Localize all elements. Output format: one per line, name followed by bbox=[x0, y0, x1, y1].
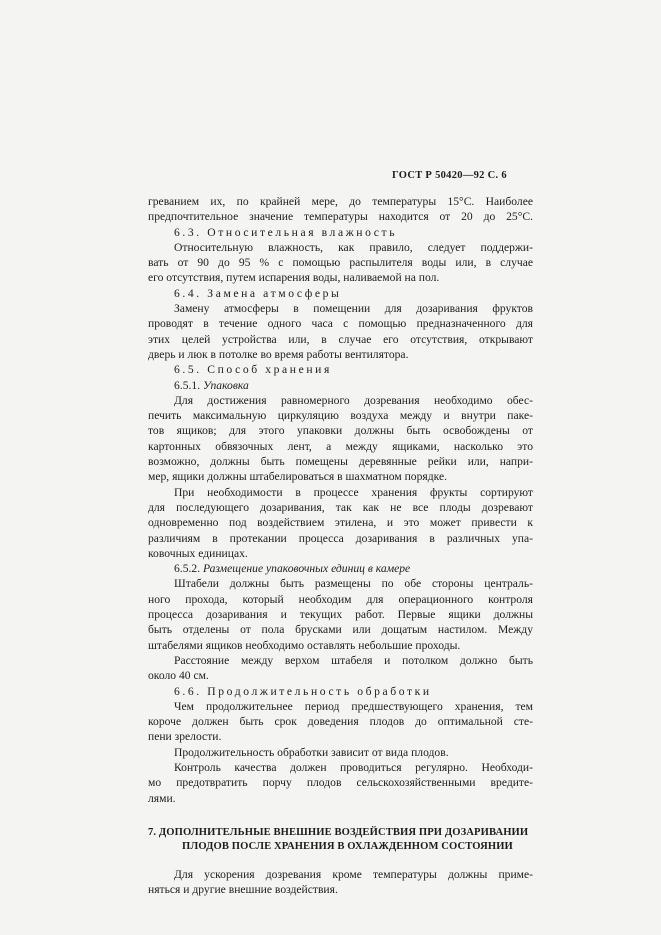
text-line: няться и другие внешние воздействия. bbox=[148, 883, 338, 897]
text-line: одновременно под воздействием этилена, и это может привести к bbox=[148, 516, 533, 530]
text-line: его отсутствия, путем испарения воды, наливаемой на пол. bbox=[148, 271, 440, 285]
section-heading-6-4: 6.4. Замена атмосферы bbox=[174, 286, 342, 300]
section-heading-6-5: 6.5. Способ хранения bbox=[174, 363, 332, 377]
heading-line: ПЛОДОВ ПОСЛЕ ХРАНЕНИЯ В ОХЛАЖДЕННОМ СОСТОЯНИИ bbox=[182, 841, 513, 853]
text-line: печить максимальную циркуляцию воздуха между и внутри паке- bbox=[148, 409, 533, 423]
text-line: Расстояние между верхом штабеля и потолком должно быть bbox=[174, 653, 533, 667]
text-line: возможно, должны быть помещены деревянные рейки или, напри- bbox=[148, 455, 533, 469]
text-line: процесса дозаривания и текущих работ. Первые ящики должны bbox=[148, 608, 533, 622]
section-heading-7 bbox=[148, 826, 533, 855]
text-line: проводят в течение одного часа с помощью предназначенного для bbox=[148, 317, 533, 331]
text-line: короче должен быть срок доведения плодов до оптимальной сте- bbox=[148, 715, 533, 729]
section-heading-6-5-2: 6.5.2. Размещение упаковочных единиц в камере bbox=[174, 562, 411, 576]
text-line: греванием их, по крайней мере, до температуры 15°С. Наиболее bbox=[148, 195, 533, 208]
page-header: ГОСТ Р 50420—92 С. 6 bbox=[392, 170, 507, 181]
text-line: мер, ящики должны штабелироваться в шахматном порядке. bbox=[148, 470, 448, 484]
text-line: Чем продолжительнее период предшествующего хранения, тем bbox=[174, 699, 533, 713]
heading-line: 7. ДОПОЛНИТЕЛЬНЫЕ ВНЕШНИЕ ВОЗДЕЙСТВИЯ ПРИ ДОЗАРИВАНИИ bbox=[148, 826, 529, 838]
section-heading-6-3: 6.3. Относительная влажность bbox=[174, 225, 398, 239]
text-line: Для достижения равномерного дозревания необходимо обес- bbox=[174, 393, 533, 407]
text-line: Замену атмосферы в помещении для дозаривания фруктов bbox=[174, 302, 533, 316]
text-line: пени зрелости. bbox=[148, 730, 222, 744]
text-line: Относительную влажность, как правило, следует поддержи- bbox=[174, 240, 533, 254]
text-line: около 40 см. bbox=[148, 669, 209, 683]
text-line: При необходимости в процессе хранения фрукты сортируют bbox=[174, 485, 533, 499]
text-line: предпочтительное значение температуры находится от 20 до 25°С. bbox=[148, 210, 533, 224]
text-line: картонных обвязочных лент, а между ящиками, насколько это bbox=[148, 439, 533, 453]
text-line: Для ускорения дозревания кроме температуры должны приме- bbox=[174, 867, 533, 881]
text-line: тов ящиков; для этого упаковки должны быть освобождены от bbox=[148, 424, 533, 438]
section-heading-6-6: 6.6. Продолжительность обработки bbox=[174, 684, 432, 698]
section-heading-6-5-1: 6.5.1. Упаковка bbox=[174, 378, 249, 392]
text-line: Штабели должны быть размещены по обе стороны централь- bbox=[174, 577, 533, 591]
text-line: ного прохода, который необходим для операционного контроля bbox=[148, 592, 533, 606]
text-line: Продолжительность обработки зависит от вида плодов. bbox=[174, 745, 449, 759]
text-line: для последующего дозаривания, так как не все плоды дозревают bbox=[148, 500, 533, 514]
text-line: вать от 90 до 95 % с помощью распылителя воды или, в случае bbox=[148, 256, 533, 270]
text-line: лями. bbox=[148, 791, 176, 805]
text-line: этих целей устройства или, в случае его отсутствия, открывают bbox=[148, 332, 533, 346]
document-body bbox=[148, 194, 533, 897]
text-line: мо предотвратить порчу плодов сельскохозяйственными вредите- bbox=[148, 776, 533, 790]
text-line: ковочных единицах. bbox=[148, 546, 248, 560]
text-line: быть отделены от пола брусками или дощатым настилом. Между bbox=[148, 623, 533, 637]
text-line: дверь и люк в потолке во время работы вентилятора. bbox=[148, 347, 409, 361]
text-line: различиям в протекании процесса дозаривания в различных упа- bbox=[148, 531, 533, 545]
text-line: Контроль качества должен проводиться регулярно. Необходи- bbox=[174, 760, 533, 774]
text-line: штабелями ящиков необходимо оставлять небольшие проходы. bbox=[148, 638, 461, 652]
